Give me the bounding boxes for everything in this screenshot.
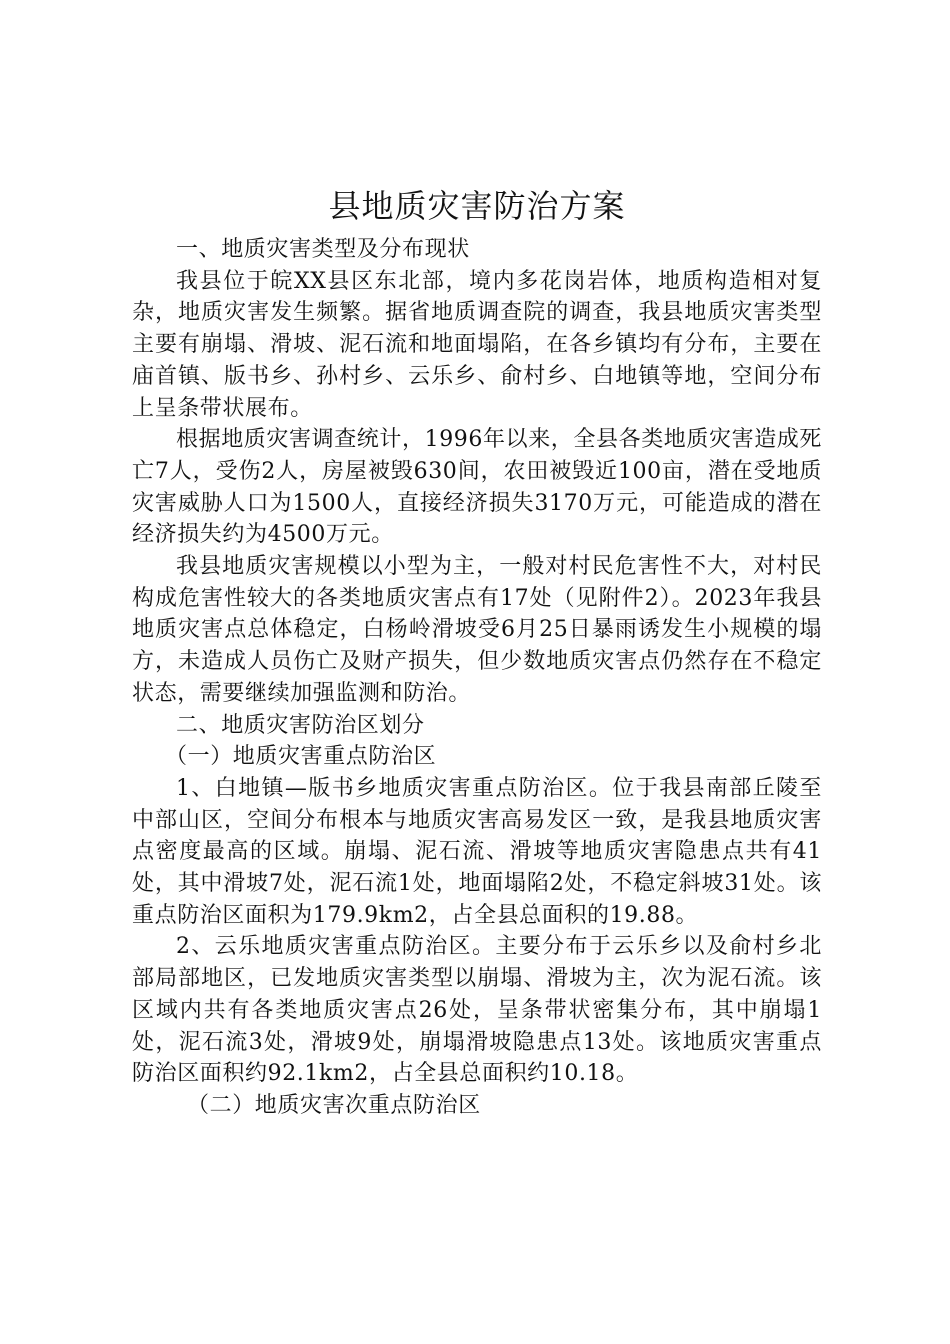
document-title: 县地质灾害防治方案 (328, 187, 626, 225)
subsection-heading-secondary-zone: （二）地质灾害次重点防治区 (187, 1092, 481, 1118)
paragraph-baidi-zone: 1、白地镇—版书乡地质灾害重点防治区。位于我县南部丘陵至中部山区，空间分布根本与地质灾害高易发区一致，是我县地质灾害点密度最高的区域。崩塌、泥石流、滑坡等地质灾害隐患点共有41处，其中滑坡7处，泥石流1处，地面塌陷2处，不稳定斜坡31处。该重点防治区面积为179.9km2，占全县总面积的19.88。 (132, 775, 822, 928)
paragraph-statistics: 根据地质灾害调查统计，1996年以来，全县各类地质灾害造成死亡7人，受伤2人，房屋被毁630间，农田被毁近100亩，潜在受地质灾害威胁人口为1500人，直接经济损失3170万元，可能造成的潜在经济损失约为4500万元。 (132, 427, 822, 548)
paragraph-yunle-zone: 2、云乐地质灾害重点防治区。主要分布于云乐乡以及俞村乡北部局部地区，已发地质灾害类型以崩塌、滑坡为主，次为泥石流。该区域内共有各类地质灾害点26处，呈条带状密集分布，其中崩塌1处，泥石流3处，滑坡9处，崩塌滑坡隐患点13处。该地质灾害重点防治区面积约92.1km2，占全县总面积约10.18。 (132, 934, 822, 1087)
section-heading-2: 二、地质灾害防治区划分 (176, 712, 425, 738)
document-body (132, 234, 822, 1122)
section-heading-1: 一、地质灾害类型及分布现状 (176, 237, 470, 262)
paragraph-distribution: 我县位于皖XX县区东北部，境内多花岗岩体，地质构造相对复杂，地质灾害发生频繁。据省地质调查院的调查，我县地质灾害类型主要有崩塌、滑坡、泥石流和地面塌陷，在各乡镇均有分布，主要在庙首镇、版书乡、孙村乡、云乐乡、俞村乡、白地镇等地，空间分布上呈条带状展布。 (132, 268, 822, 421)
subsection-heading-key-zone: （一）地质灾害重点防治区 (165, 744, 437, 770)
paragraph-scale: 我县地质灾害规模以小型为主，一般对村民危害性不大，对村民构成危害性较大的各类地质灾害点有17处（见附件2）。2023年我县地质灾害点总体稳定，白杨岭滑坡受6月25日暴雨诱发生小规模的塌方，未造成人员伤亡及财产损失，但少数地质灾害点仍然存在不稳定状态，需要继续加强监测和防治。 (132, 554, 822, 706)
